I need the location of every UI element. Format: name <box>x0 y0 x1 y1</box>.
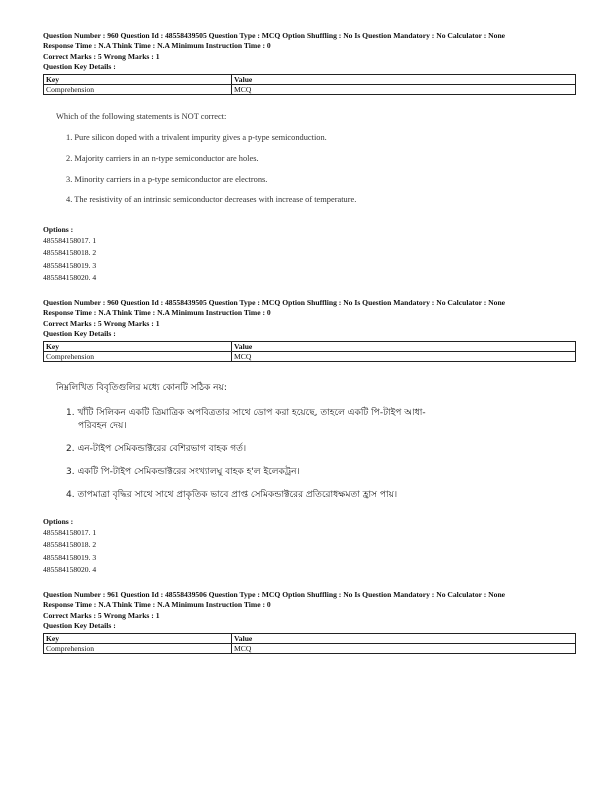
key-details-table <box>43 341 576 362</box>
question-header-2 <box>43 298 576 362</box>
option-1-text: 1. খাঁটি সিলিকন একটি ত্রিমাত্রিক অপবিত্রতার সাথে ডোপ করা হয়েছে, তাহলে একটি পি-টাইপ আধা- <box>66 408 426 418</box>
option-id: 485584158019. 3 <box>43 552 97 562</box>
key-details-table <box>43 633 576 654</box>
options-list-1 <box>43 224 576 285</box>
key-header: Key <box>44 633 232 643</box>
option-4: 4. তাপমাত্রা বৃদ্ধির সাথে সাথে প্রাকৃতিক ভাবে প্রাপ্ত সেমিকন্ডাক্টরের প্রতিরোধক্ষমতা হ্রাস পায়। <box>66 490 398 500</box>
option-id: 485584158018. 2 <box>43 248 97 258</box>
response-time-line: Response Time : N.A Think Time : N.A Minimum Instruction Time : 0 <box>43 308 271 318</box>
value-header: Value <box>232 341 576 351</box>
option-3: 3. একটি পি-টাইপ সেমিকন্ডাক্টরের সংখ্যালঘু বাহক হ'ল ইলেকট্রন। <box>66 467 300 477</box>
value-header: Value <box>232 633 576 643</box>
value-cell: MCQ <box>232 351 576 361</box>
options-label: Options : <box>43 225 74 234</box>
key-cell: Comprehension <box>44 84 232 94</box>
question-meta-line: Question Number : 960 Question Id : 48558439505 Question Type : MCQ Option Shuffling : No Is Question Mandatory : No Calculator : None <box>43 298 506 307</box>
key-cell: Comprehension <box>44 643 232 653</box>
question-meta-line: Question Number : 961 Question Id : 48558439506 Question Type : MCQ Option Shuffling : No Is Question Mandatory : No Calculator : None <box>43 590 506 599</box>
response-time-line: Response Time : N.A Think Time : N.A Minimum Instruction Time : 0 <box>43 41 271 51</box>
question-body-english <box>56 112 356 216</box>
question-stem: Which of the following statements is NOT correct: <box>56 112 227 121</box>
option-4: 4. The resistivity of an intrinsic semiconductor decreases with increase of temperature. <box>66 195 357 205</box>
option-1-wrap: পরিবহন দেয়। <box>78 421 127 431</box>
options-list-2 <box>43 516 576 577</box>
marks-line: Correct Marks : 5 Wrong Marks : 1 <box>43 610 160 620</box>
marks-line: Correct Marks : 5 Wrong Marks : 1 <box>43 318 160 328</box>
key-header: Key <box>44 74 232 84</box>
question-meta-line: Question Number : 960 Question Id : 48558439505 Question Type : MCQ Option Shuffling : No Is Question Mandatory : No Calculator : None <box>43 31 506 40</box>
response-time-line: Response Time : N.A Think Time : N.A Minimum Instruction Time : 0 <box>43 600 271 610</box>
option-id: 485584158017. 1 <box>43 236 97 245</box>
option-id: 485584158018. 2 <box>43 540 97 550</box>
marks-line: Correct Marks : 5 Wrong Marks : 1 <box>43 51 160 61</box>
key-details-label: Question Key Details : <box>43 62 116 72</box>
options-label: Options : <box>43 517 74 526</box>
question-header-3 <box>43 590 576 654</box>
key-cell: Comprehension <box>44 351 232 361</box>
option-1: 1. Pure silicon doped with a trivalent impurity gives a p-type semiconduction. <box>66 133 327 142</box>
key-details-table <box>43 74 576 95</box>
option-id: 485584158017. 1 <box>43 528 97 537</box>
option-id: 485584158020. 4 <box>43 273 97 283</box>
option-1 <box>66 407 426 433</box>
key-header: Key <box>44 341 232 351</box>
option-id: 485584158020. 4 <box>43 565 97 575</box>
option-3: 3. Minority carriers in a p-type semiconductor are electrons. <box>66 174 268 184</box>
key-details-label: Question Key Details : <box>43 621 116 631</box>
option-2: 2. এন-টাইপ সেমিকন্ডাক্টরের বেশিরভাগ বাহক গর্ত। <box>66 444 247 454</box>
question-body-bengali <box>56 380 426 512</box>
question-header-1 <box>43 31 576 95</box>
value-cell: MCQ <box>232 84 576 94</box>
key-details-label: Question Key Details : <box>43 329 116 339</box>
question-stem: নিম্নলিখিত বিবৃতিগুলির মধ্যে কোনটি সঠিক নয়: <box>56 383 227 393</box>
option-id: 485584158019. 3 <box>43 260 97 270</box>
value-cell: MCQ <box>232 643 576 653</box>
option-2: 2. Majority carriers in an n-type semiconductor are holes. <box>66 153 259 163</box>
value-header: Value <box>232 74 576 84</box>
